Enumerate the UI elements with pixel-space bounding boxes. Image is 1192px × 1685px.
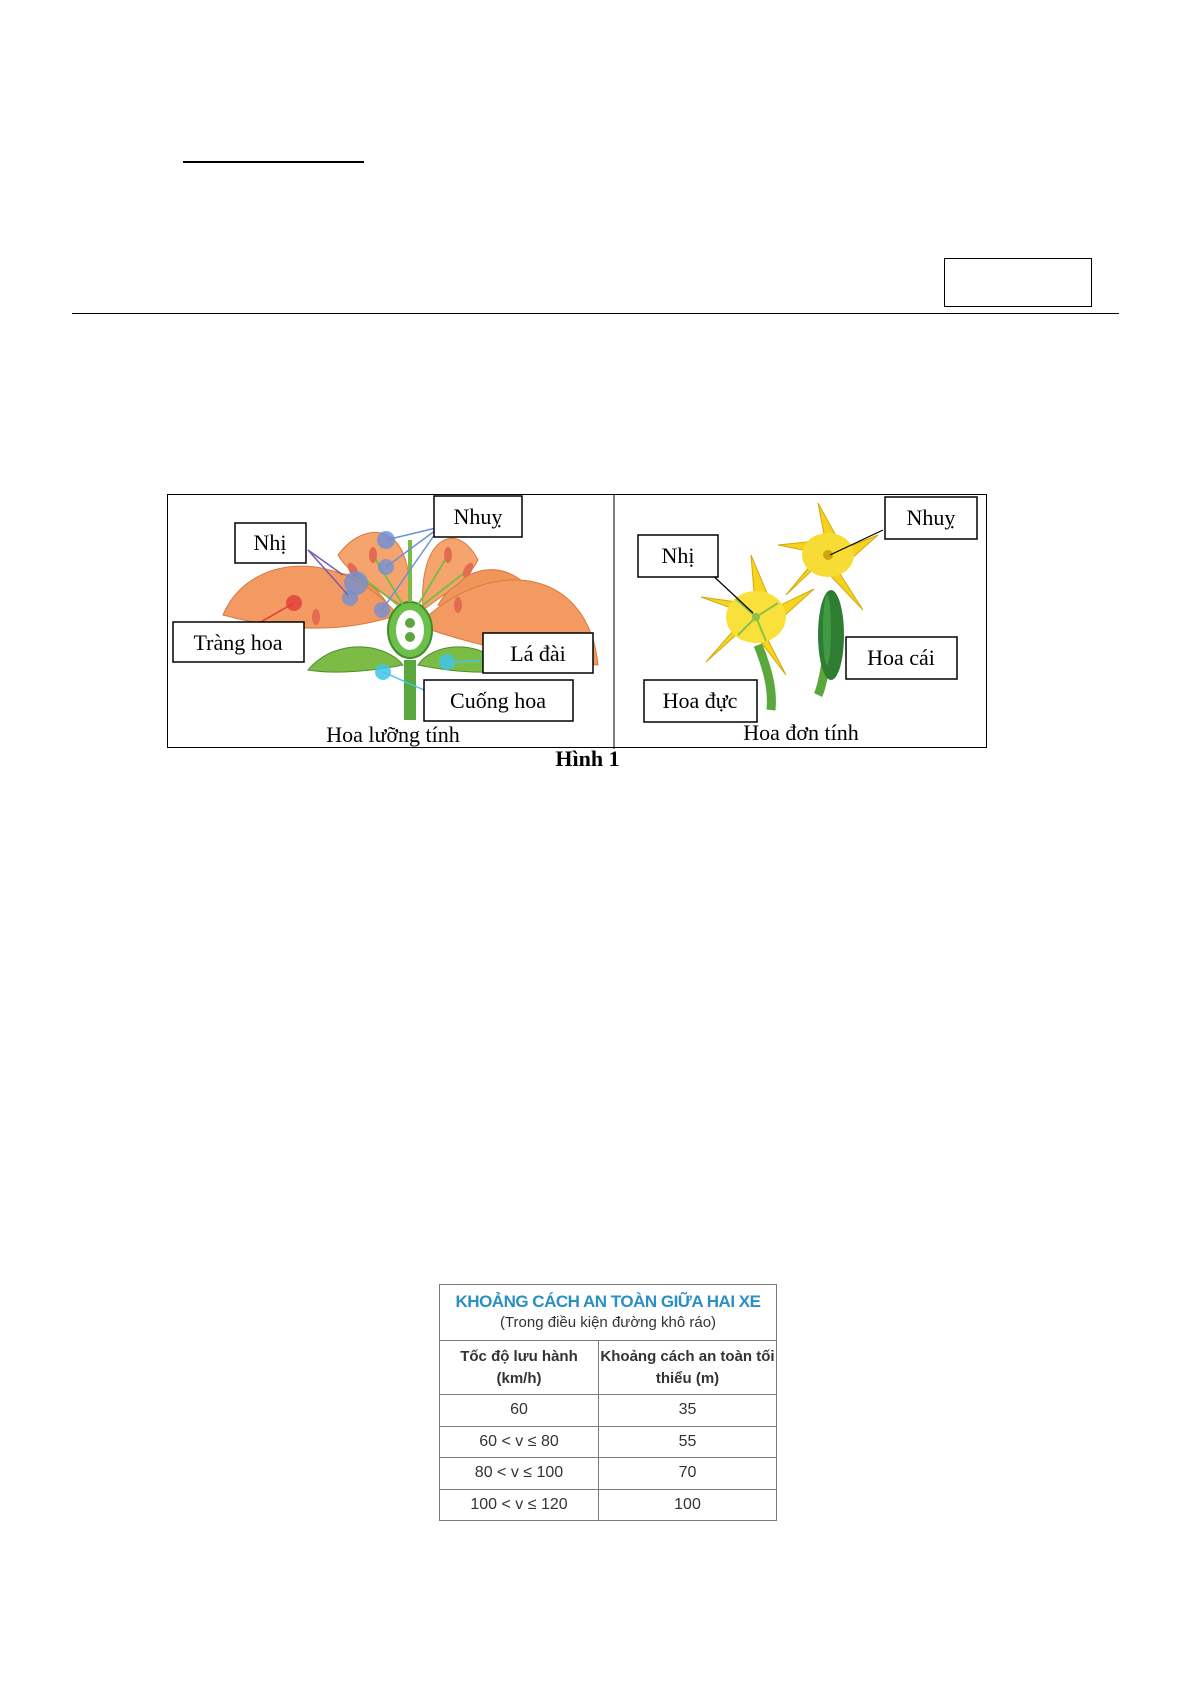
cell-distance: 70: [678, 1464, 697, 1482]
table-row: [440, 1490, 776, 1522]
right-panel-title: Hoa đơn tính: [743, 720, 859, 745]
left-panel-title: Hoa lưỡng tính: [326, 722, 460, 747]
svg-text:Tràng hoa: Tràng hoa: [193, 630, 283, 655]
svg-text:Nhị: Nhị: [253, 530, 287, 555]
table-row: [440, 1458, 776, 1490]
figure-caption: Hình 1: [555, 746, 620, 771]
table-row: [440, 1395, 776, 1427]
column-header-distance: Khoảng cách an toàn tối thiểu (m): [600, 1347, 775, 1387]
flower-figure-drawing: [168, 495, 988, 749]
cell-speed: 60 < v ≤ 80: [440, 1427, 599, 1458]
svg-text:Nhuỵ: Nhuỵ: [453, 504, 503, 529]
svg-text:Lá đài: Lá đài: [510, 641, 566, 666]
table-subtitle: (Trong điều kiện đường khô ráo): [499, 1314, 717, 1331]
label-pedicel: [424, 680, 573, 721]
label-stamen-left: [235, 523, 306, 563]
table-title: KHOẢNG CÁCH AN TOÀN GIỮA HAI XE: [455, 1292, 761, 1311]
table-header-row: [440, 1341, 776, 1395]
label-pistil-left: [434, 496, 522, 537]
svg-text:Cuống hoa: Cuống hoa: [450, 688, 546, 713]
label-sepal: [483, 633, 593, 673]
cell-distance: 35: [678, 1401, 697, 1419]
label-male-flower: [644, 680, 757, 722]
column-header-speed: Tốc độ lưu hành (km/h): [440, 1341, 599, 1394]
safe-distance-table: [439, 1284, 777, 1521]
table-heading: [440, 1285, 776, 1341]
label-stamen-right: [638, 535, 718, 577]
cell-speed: 80 < v ≤ 100: [440, 1458, 599, 1489]
cell-speed: 60: [440, 1395, 599, 1426]
header-underline: [183, 161, 364, 163]
exam-code-box: [944, 258, 1092, 307]
cell-speed: 100 < v ≤ 120: [440, 1490, 599, 1522]
svg-text:Nhuỵ: Nhuỵ: [906, 505, 956, 530]
label-petal: [173, 622, 304, 662]
svg-text:Hoa cái: Hoa cái: [867, 645, 935, 670]
label-pistil-right: [885, 497, 977, 539]
table-row: [440, 1427, 776, 1459]
cell-distance: 100: [674, 1496, 701, 1514]
svg-text:Nhị: Nhị: [661, 543, 695, 568]
label-female-flower: [846, 637, 957, 679]
flower-figure: [167, 494, 987, 748]
svg-text:Hoa đực: Hoa đực: [662, 688, 738, 713]
cell-distance: 55: [678, 1432, 697, 1450]
header-rule: [72, 313, 1119, 314]
